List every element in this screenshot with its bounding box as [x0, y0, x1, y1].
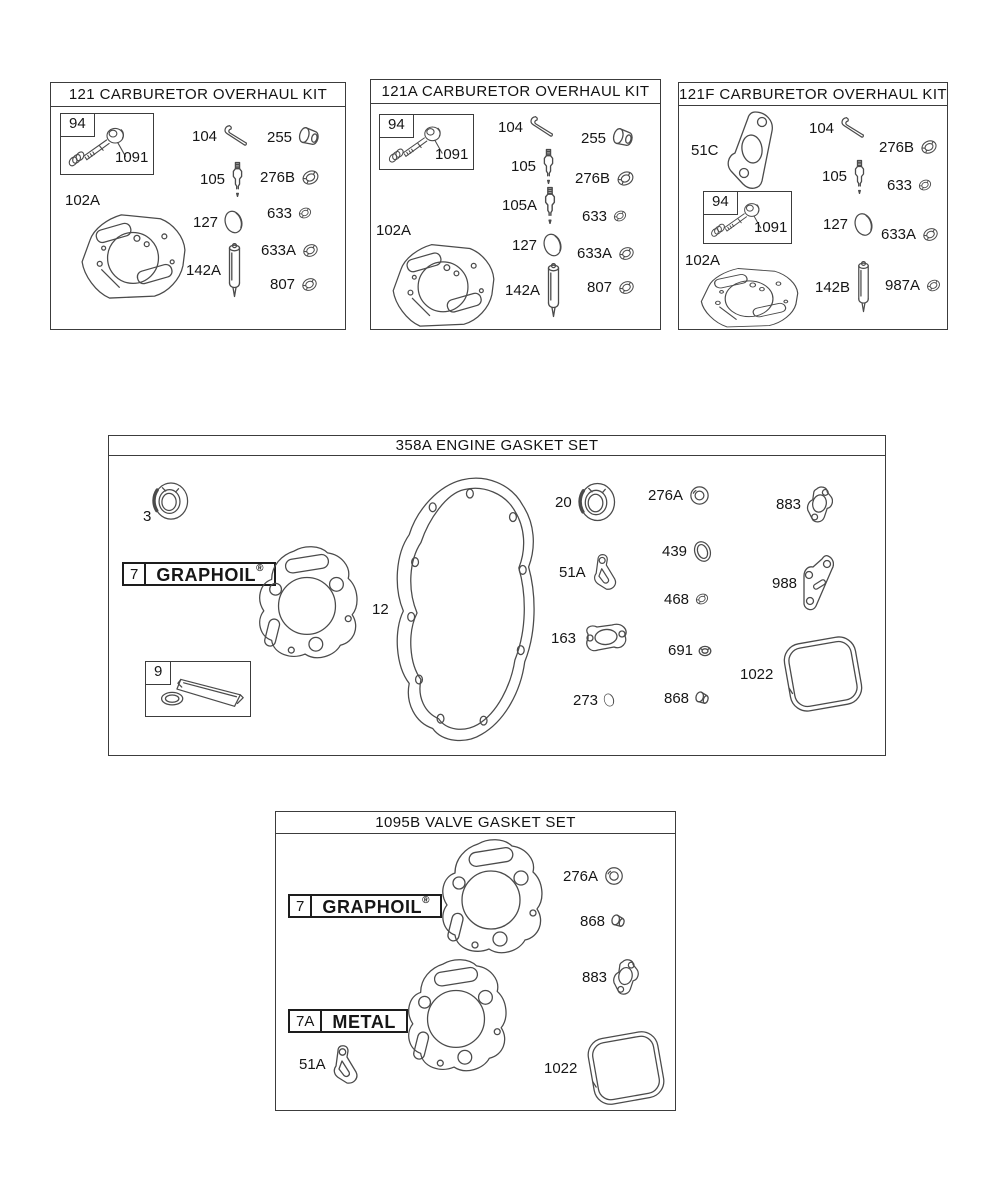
ring-icon	[917, 177, 933, 193]
part-105	[200, 161, 245, 197]
float-needle-icon	[230, 161, 245, 197]
part-105	[822, 159, 867, 194]
part-number: 276B	[260, 169, 296, 186]
part-633A	[881, 225, 940, 244]
part-276A	[648, 484, 711, 507]
part-633	[267, 205, 313, 221]
part-807	[587, 278, 636, 297]
exhaust-gasket-icon	[612, 958, 639, 996]
part-number: 807	[587, 279, 613, 296]
float-needle-icon	[852, 159, 867, 194]
bracket-gasket-icon	[591, 553, 618, 591]
wire-clip-icon	[222, 123, 250, 149]
part-number: 102A	[376, 222, 412, 239]
inset-key: 94	[703, 191, 738, 215]
panel-title: 121 CARBURETOR OVERHAUL KIT	[51, 83, 345, 107]
part-3	[143, 481, 223, 541]
cylinder-head-gasket-icon	[436, 837, 546, 957]
ring-icon	[617, 244, 636, 263]
part-276A	[563, 865, 625, 887]
float-needle-icon	[541, 148, 556, 184]
part-633A	[577, 244, 636, 263]
part-number: 127	[823, 216, 849, 233]
part-51A	[559, 553, 618, 591]
part-104	[498, 114, 556, 140]
part-number: 1022	[544, 1059, 578, 1077]
panel-121-carburetor-overhaul-kit	[50, 82, 346, 330]
rocker-gasket-icon	[152, 666, 248, 714]
part-number: 105	[511, 157, 537, 175]
part-number: 987A	[885, 277, 921, 294]
part-468	[664, 591, 710, 607]
tag-key: 7	[124, 564, 146, 584]
panel-358a-engine-gasket-set	[108, 435, 886, 756]
ring-icon	[694, 591, 710, 607]
part-number: 1091	[754, 219, 788, 236]
cylinder-valve-icon	[545, 263, 562, 318]
part-number: 988	[772, 574, 798, 592]
part-988	[772, 554, 834, 612]
part-51C	[691, 109, 778, 191]
washer-icon	[603, 865, 625, 887]
mounting-plate-gasket-icon	[384, 237, 504, 329]
part-number: 633A	[881, 226, 917, 243]
ring-icon	[615, 168, 636, 189]
tag-name: GRAPHOIL ®	[322, 895, 431, 917]
part-number: 1022	[740, 665, 774, 683]
cylinder-valve-icon	[226, 243, 243, 298]
part-number: 807	[270, 276, 296, 293]
part-868	[664, 690, 713, 706]
plug-icon	[694, 690, 713, 706]
panel-121a-carburetor-overhaul-kit	[370, 79, 661, 330]
part-807	[270, 275, 319, 294]
graphoil-tag	[288, 894, 442, 918]
panel-title: 121F CARBURETOR OVERHAUL KIT	[679, 83, 947, 106]
ring-icon	[617, 278, 636, 297]
float-needle-icon	[542, 186, 558, 224]
bushing-icon	[297, 125, 323, 149]
inset-key: 94	[60, 113, 95, 137]
exhaust-gasket-icon	[806, 485, 833, 524]
panel-title: 121A CARBURETOR OVERHAUL KIT	[371, 80, 660, 104]
part-20	[555, 481, 616, 524]
inset-key: 9	[145, 661, 171, 685]
panel-title: 358A ENGINE GASKET SET	[109, 436, 885, 456]
part-number: 102A	[65, 192, 101, 209]
part-number: 127	[512, 236, 538, 254]
part-142B	[815, 261, 872, 313]
part-number: 105A	[502, 196, 538, 214]
part-163	[551, 623, 631, 653]
inset-94	[379, 114, 474, 170]
cover-oring-icon	[582, 1024, 670, 1112]
registered-mark: ®	[256, 563, 265, 574]
part-number: 276B	[879, 138, 915, 156]
crankcase-gasket-icon	[381, 474, 549, 750]
washer-icon	[688, 484, 711, 507]
part-633A	[261, 241, 320, 260]
part-number: 20	[555, 494, 572, 511]
part-number: 51A	[559, 563, 586, 581]
ring-icon	[300, 167, 321, 188]
part-1022	[544, 1024, 670, 1112]
part-255	[267, 125, 323, 149]
oval-gasket-icon	[223, 209, 244, 235]
part-number: 1091	[115, 149, 149, 166]
plug-icon	[610, 913, 629, 929]
tag-name: GRAPHOIL ®	[156, 563, 265, 585]
ring-icon	[612, 208, 628, 224]
part-104	[809, 115, 867, 141]
ring-icon	[919, 137, 939, 157]
tag-name: METAL	[332, 1012, 397, 1032]
bushing-icon	[611, 126, 637, 150]
part-1022	[740, 629, 868, 719]
inset-9	[145, 661, 251, 717]
part-127	[823, 211, 874, 238]
part-number: 105	[200, 170, 226, 188]
part-number: 163	[551, 629, 577, 647]
panel-1095b-valve-gasket-set	[275, 811, 676, 1111]
tag-key: 7A	[290, 1011, 322, 1031]
part-number: 142B	[815, 278, 851, 296]
part-127	[512, 232, 563, 258]
registered-mark: ®	[422, 895, 431, 906]
part-number: 468	[664, 590, 690, 608]
part-number: 142A	[186, 262, 222, 279]
part-number: 868	[664, 689, 690, 707]
manifold-gasket-icon	[581, 623, 631, 653]
part-number: 691	[668, 642, 694, 659]
cover-oring-icon	[778, 629, 868, 719]
grommet-icon	[698, 645, 712, 657]
ring-icon	[300, 275, 319, 294]
cylinder-head-gasket-icon	[253, 544, 361, 662]
part-number: 3	[143, 508, 152, 525]
ring-icon	[925, 277, 942, 294]
wire-clip-icon	[839, 115, 867, 141]
ring-icon	[603, 692, 615, 708]
panel-121f-carburetor-overhaul-kit	[678, 82, 948, 330]
part-number: 633	[267, 204, 293, 222]
part-number: 439	[662, 543, 688, 560]
part-number: 255	[581, 129, 607, 147]
mounting-plate-gasket-icon	[73, 207, 195, 301]
wire-clip-icon	[528, 114, 556, 140]
part-number: 276A	[563, 867, 599, 885]
part-number: 142A	[505, 282, 541, 299]
part-number-12: 12	[372, 601, 389, 618]
part-number: 276B	[575, 170, 611, 187]
part-633	[887, 177, 933, 193]
part-number: 105	[822, 168, 848, 185]
part-number: 633A	[577, 245, 613, 262]
part-104	[192, 123, 250, 149]
oil-seal-icon	[151, 481, 189, 522]
part-number: 102A	[685, 252, 721, 269]
oval-gasket-icon	[853, 211, 874, 238]
part-691	[668, 643, 712, 658]
part-142A	[186, 243, 243, 298]
inset-94	[703, 191, 792, 244]
part-883	[582, 958, 639, 996]
part-987A	[885, 277, 942, 294]
part-number: 633	[887, 176, 913, 194]
cylinder-valve-icon	[855, 261, 872, 313]
oval-gasket-icon	[542, 232, 563, 258]
part-number: 51A	[299, 1056, 326, 1073]
part-number: 51C	[691, 141, 719, 159]
part-276B	[575, 168, 636, 189]
part-number: 273	[573, 691, 599, 709]
part-number: 255	[267, 128, 293, 146]
part-51A	[299, 1044, 359, 1085]
part-633	[582, 208, 628, 224]
part-number: 633A	[261, 242, 297, 259]
part-number: 104	[498, 118, 524, 136]
part-number: 883	[776, 496, 802, 513]
triangle-gasket-icon	[724, 109, 778, 191]
bracket-gasket-icon	[331, 1044, 359, 1085]
inset-94	[60, 113, 154, 175]
inset-key: 94	[379, 114, 414, 138]
part-142A	[505, 263, 562, 318]
tag-key: 7	[290, 896, 312, 916]
cylinder-head-gasket-icon	[402, 954, 510, 1078]
part-number: 868	[580, 912, 606, 930]
part-883	[776, 485, 833, 524]
part-276B	[879, 137, 939, 157]
part-276B	[260, 167, 321, 188]
part-number: 104	[192, 127, 218, 145]
part-105	[511, 148, 556, 184]
mount-gasket-icon	[802, 554, 834, 612]
part-number: 127	[193, 213, 219, 231]
part-439	[662, 539, 713, 564]
ring-icon	[301, 241, 320, 260]
part-number: 276A	[648, 487, 684, 504]
panel-title: 1095B VALVE GASKET SET	[276, 812, 675, 834]
oval-ring-icon	[692, 539, 713, 564]
metal-tag	[288, 1009, 408, 1033]
ring-icon	[297, 205, 313, 221]
oil-seal-icon	[577, 481, 616, 524]
part-number: 883	[582, 968, 608, 986]
part-255	[581, 126, 637, 150]
part-number: 1091	[435, 146, 469, 163]
part-273	[573, 692, 615, 708]
part-number: 104	[809, 119, 835, 137]
part-number: 633	[582, 207, 608, 225]
mounting-plate-gasket-icon	[694, 263, 806, 329]
part-105A	[502, 186, 558, 224]
part-127	[193, 209, 244, 235]
part-868	[580, 913, 629, 929]
ring-icon	[921, 225, 940, 244]
